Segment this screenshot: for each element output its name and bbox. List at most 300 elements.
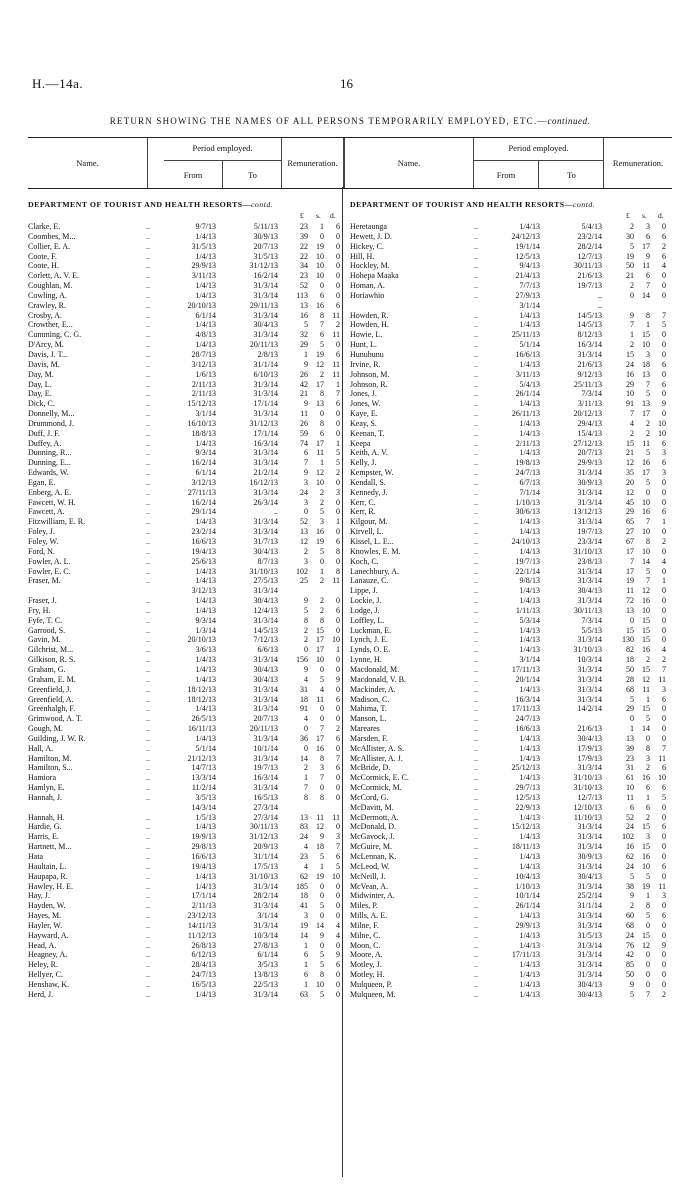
cell-pounds: 9 (304, 399, 308, 409)
cell-name: Fry, H. (28, 605, 51, 615)
cell-leader-dots: .. (146, 468, 150, 478)
cell-name: Hunt, L. (350, 340, 377, 350)
cell-pounds: 35 (626, 468, 634, 478)
cell-from-date: 25/6/13 (191, 556, 216, 566)
cell-shillings: 7 (646, 517, 650, 527)
left-department-heading (28, 200, 344, 209)
cell-pounds: 29 (626, 379, 634, 389)
cell-pounds: 2 (304, 763, 308, 773)
cell-from-date: 12/5/13 (515, 251, 540, 261)
cell-shillings: 6 (646, 271, 650, 281)
cell-to-date: 5/11/13 (253, 222, 278, 231)
cell-to-date: 29/4/13 (577, 418, 602, 428)
cell-name: Hayward, A. (28, 930, 69, 940)
cell-leader-dots: .. (474, 911, 478, 921)
cell-name: Kerr, R. (350, 507, 376, 517)
cell-shillings: 10 (642, 497, 650, 507)
cell-pence: 0 (662, 704, 666, 714)
right-column (350, 200, 672, 1000)
cell-pounds: 2 (304, 625, 308, 635)
cell-pence: 0 (662, 714, 666, 724)
cell-shillings: 0 (320, 714, 324, 724)
cell-pounds: 26 (300, 369, 308, 379)
cell-pounds: 6 (304, 448, 308, 458)
cell-from-date: 1/4/13 (519, 517, 540, 527)
cell-shillings: 0 (320, 231, 324, 241)
cell-leader-dots: .. (474, 359, 478, 369)
table-row (28, 340, 344, 350)
cell-leader-dots: .. (146, 792, 150, 802)
cell-leader-dots: .. (146, 399, 150, 409)
cell-from-date: 1/4/13 (519, 940, 540, 950)
cell-to-date: 29/9/13 (577, 458, 602, 468)
cell-name: Hardie, G. (28, 822, 62, 832)
cell-from-date: 1/4/13 (519, 911, 540, 921)
cell-shillings: 16 (316, 527, 324, 537)
table-row (28, 232, 344, 242)
cell-to-date: 28/2/14 (253, 891, 278, 901)
cell-shillings: 5 (646, 389, 650, 399)
cell-name: Garrood, S. (28, 625, 66, 635)
cell-to-date: 31/3/14 (253, 733, 278, 743)
cell-to-date: 23/3/14 (577, 537, 602, 546)
cell-from-date: 4/8/13 (195, 330, 216, 340)
cell-from-date: 3/12/13 (191, 586, 216, 596)
cell-leader-dots: .. (474, 418, 478, 428)
cell-from-date: 17/11/13 (511, 664, 540, 674)
cell-pence: 6 (336, 605, 340, 615)
cell-shillings: 11 (642, 684, 650, 694)
cell-pounds: 130 (622, 635, 634, 645)
table-row (28, 793, 344, 803)
cell-leader-dots: .. (146, 714, 150, 724)
cell-shillings: 10 (642, 861, 650, 871)
cell-name: Miles, P. (350, 901, 378, 911)
cell-pence: 4 (336, 920, 340, 930)
cell-pounds: 27 (626, 527, 634, 537)
cell-name: Horiawhio (350, 290, 385, 300)
table-row (28, 685, 344, 695)
return-title (0, 116, 700, 126)
table-row (350, 822, 672, 832)
cell-to-date: 27/8/13 (253, 940, 278, 950)
cell-from-date: 30/6/13 (515, 507, 540, 517)
cell-leader-dots: .. (474, 369, 478, 379)
cell-pounds: 7 (630, 409, 634, 419)
cell-shillings: 17 (642, 468, 650, 478)
cell-from-date: 28/4/13 (191, 960, 216, 970)
cell-leader-dots: .. (146, 842, 150, 852)
cell-pence: 0 (662, 330, 666, 340)
cell-to-date: 14/2/14 (577, 704, 602, 714)
cell-to-date: 17/9/13 (577, 753, 602, 763)
cell-name: Macdonald, M. (350, 664, 400, 674)
cell-name: Ford, N. (28, 546, 55, 556)
cell-pounds: 2 (630, 340, 634, 350)
cell-shillings: 17 (316, 379, 324, 389)
cell-to-date: 30/4/13 (577, 979, 602, 989)
cell-name: McDermott, A. (350, 812, 399, 822)
cell-from-date: 25/11/13 (511, 330, 540, 340)
cell-pence: 1 (336, 438, 340, 448)
cell-leader-dots: .. (474, 930, 478, 940)
cell-pence: 0 (662, 271, 666, 281)
table-row (28, 596, 344, 606)
cell-shillings: 15 (642, 635, 650, 645)
cell-pence: 11 (332, 330, 340, 340)
table-row (28, 754, 344, 764)
cell-pence: 0 (336, 625, 340, 635)
cell-leader-dots: .. (146, 664, 150, 674)
cell-pounds: 14 (300, 930, 308, 940)
cell-from-date: 3/5/13 (195, 792, 216, 802)
cell-name: McDavitt, M. (350, 802, 394, 812)
cell-shillings: 12 (316, 468, 324, 478)
table-row (350, 901, 672, 911)
cell-leader-dots: .. (474, 979, 478, 989)
cell-pounds: 14 (300, 753, 308, 763)
table-row (350, 557, 672, 567)
cell-pence: 0 (336, 556, 340, 566)
table-row (350, 370, 672, 380)
cell-to-date: 31/1/14 (253, 852, 278, 861)
cell-pounds: 185 (296, 881, 308, 891)
cell-pence: 6 (662, 251, 666, 261)
cell-from-date: 2/11/13 (191, 379, 216, 389)
cell-pence: 6 (336, 763, 340, 773)
cell-shillings: 16 (642, 773, 650, 783)
cell-leader-dots: .. (146, 605, 150, 615)
cell-from-date: 20/10/13 (187, 635, 216, 645)
cell-name: Hunuhunu (350, 349, 384, 359)
cell-pounds: 7 (304, 458, 308, 468)
cell-pence: 0 (662, 477, 666, 487)
table-row (28, 458, 344, 468)
cell-pounds: 23 (300, 852, 308, 861)
cell-pounds: 9 (630, 310, 634, 320)
cell-pounds: 1 (630, 330, 634, 340)
cell-name: Kennedy, J. (350, 487, 388, 497)
cell-pounds: 11 (626, 586, 634, 596)
cell-leader-dots: .. (474, 743, 478, 753)
cell-pounds: 0 (304, 724, 308, 734)
cell-from-date: 6/12/13 (191, 950, 216, 960)
cell-pence: 0 (662, 527, 666, 537)
cell-pence: 11 (332, 812, 340, 822)
cell-pounds: 13 (626, 605, 634, 615)
cell-to-date: 7/3/14 (581, 389, 602, 399)
cell-pounds: 19 (300, 920, 308, 930)
cell-name: Lynch, J. E. (350, 635, 388, 645)
cell-from-date: 19/4/13 (191, 861, 216, 871)
cell-shillings: 14 (642, 556, 650, 566)
cell-pence: 0 (662, 487, 666, 497)
cell-shillings: 9 (320, 832, 324, 842)
cell-pence: 9 (336, 674, 340, 684)
table-row (350, 872, 672, 882)
cell-pounds: 0 (630, 714, 634, 724)
cell-leader-dots: .. (474, 733, 478, 743)
cell-shillings: 2 (320, 596, 324, 606)
cell-leader-dots: .. (146, 970, 150, 980)
table-row (350, 882, 672, 892)
cell-pence: 0 (662, 222, 666, 231)
cell-from-date: 16/6/13 (191, 852, 216, 861)
cell-shillings: 4 (320, 684, 324, 694)
cell-from-date: 2/11/13 (191, 901, 216, 911)
cell-to-date: 16/3/14 (253, 773, 278, 783)
cell-leader-dots: .. (146, 655, 150, 665)
cell-from-date: 18/11/13 (511, 842, 540, 852)
cell-name: Mahima, T. (350, 704, 387, 714)
cell-from-date: 3/11/13 (191, 271, 216, 281)
cell-leader-dots: .. (146, 724, 150, 734)
cell-leader-dots: .. (146, 901, 150, 911)
cell-shillings: 8 (646, 743, 650, 753)
cell-shillings: 8 (646, 901, 650, 911)
cell-name: McLeod, W. (350, 861, 390, 871)
cell-pounds: 23 (626, 753, 634, 763)
cell-from-date: 1/4/13 (195, 576, 216, 586)
right-department-heading (350, 200, 672, 209)
cell-name: Greenfield, A. (28, 694, 74, 704)
cell-shillings: 1 (320, 861, 324, 871)
cell-from-date: 2/11/13 (191, 389, 216, 399)
cell-name: Hayler, W. (28, 920, 63, 930)
table-row (350, 399, 672, 409)
cell-pounds: 7 (630, 556, 634, 566)
cell-pounds: 24 (626, 861, 634, 871)
cell-pence: 4 (662, 645, 666, 655)
cell-shillings: 3 (646, 222, 650, 231)
cell-pounds: 16 (626, 369, 634, 379)
cell-leader-dots: .. (474, 989, 478, 999)
cell-name: Homan, A. (350, 281, 385, 291)
cell-shillings: 0 (320, 409, 324, 419)
cell-from-date: 3/6/13 (195, 645, 216, 655)
cell-name: Enberg, A. E. (28, 487, 72, 497)
cell-from-date: 17/11/13 (511, 950, 540, 960)
cell-leader-dots: .. (474, 251, 478, 261)
cell-leader-dots: .. (146, 359, 150, 369)
cell-pounds: 38 (626, 881, 634, 891)
cell-to-date: 31/3/14 (577, 950, 602, 960)
cell-from-date: 3/1/14 (195, 409, 216, 419)
return-title-text: RETURN SHOWING THE NAMES OF ALL PERSONS TEMPORARILY EMPLOYED, ETC.— (109, 116, 548, 126)
cell-pence: 3 (336, 487, 340, 497)
cell-shillings: 16 (642, 458, 650, 468)
cell-pence: 0 (336, 261, 340, 271)
cell-name: Herd, J. (28, 989, 54, 999)
cell-to-date: 12/4/13 (253, 605, 278, 615)
cell-shillings: 9 (646, 251, 650, 261)
cell-pounds: 5 (630, 871, 634, 881)
table-row (350, 803, 672, 813)
table-row (28, 507, 344, 517)
cell-leader-dots: .. (474, 527, 478, 537)
cell-shillings: 15 (642, 625, 650, 635)
cell-shillings: 12 (316, 359, 324, 369)
cell-from-date: 1/10/13 (515, 881, 540, 891)
cell-shillings: 17 (642, 409, 650, 419)
cell-shillings: 16 (316, 743, 324, 753)
cell-pence: 0 (662, 497, 666, 507)
cell-leader-dots: .. (146, 881, 150, 891)
cell-shillings: 13 (316, 399, 324, 409)
cell-pence: 6 (336, 399, 340, 409)
cell-from-date: 1/4/13 (519, 812, 540, 822)
cell-name: McBride, D. (350, 763, 391, 773)
cell-leader-dots: .. (146, 448, 150, 458)
table-row (28, 960, 344, 970)
cell-pounds: 34 (300, 261, 308, 271)
cell-name: McNeill, J. (350, 871, 386, 881)
table-row (350, 635, 672, 645)
cell-pounds: 13 (300, 300, 308, 310)
cell-to-date: 17/1/14 (253, 428, 278, 438)
cell-shillings: 15 (642, 615, 650, 625)
cell-leader-dots: .. (474, 468, 478, 478)
document-code: H.—14a. (32, 76, 84, 91)
cell-leader-dots: .. (474, 645, 478, 655)
cell-name: Graham, G. (28, 664, 66, 674)
cell-shillings: 15 (316, 625, 324, 635)
cell-from-date: 14/7/13 (191, 763, 216, 773)
cell-from-date: 1/4/13 (519, 448, 540, 458)
right-to-header (539, 160, 604, 188)
cell-pounds: 18 (626, 655, 634, 665)
table-row (350, 222, 672, 232)
right-rows (350, 222, 672, 1000)
cell-pence: 2 (662, 241, 666, 251)
cell-from-date: 29/9/13 (515, 920, 540, 930)
cell-from-date: 21/12/13 (187, 753, 216, 763)
cell-leader-dots: .. (474, 724, 478, 734)
cell-pence: 11 (658, 674, 666, 684)
cell-pounds: 30 (626, 231, 634, 241)
cell-name: Foley, W. (28, 537, 59, 546)
cell-pence: 3 (662, 684, 666, 694)
cell-to-date: 16/5/13 (253, 792, 278, 802)
cell-to-date: 31/1/14 (253, 359, 278, 369)
cell-pounds: 72 (626, 596, 634, 606)
left-dept-cont: contd. (250, 200, 274, 209)
cell-pounds: 17 (626, 546, 634, 556)
cell-shillings: 5 (320, 960, 324, 970)
cell-pounds: 0 (304, 645, 308, 655)
cell-to-date: 31/3/14 (577, 497, 602, 507)
cell-from-date: 1/4/13 (195, 989, 216, 999)
cell-to-date: 10/3/14 (253, 930, 278, 940)
cell-name: Hannah, H. (28, 812, 65, 822)
cell-pence: 4 (662, 261, 666, 271)
table-row (350, 360, 672, 370)
cell-name: Corlett, A. V. E. (28, 271, 80, 281)
cell-leader-dots: .. (146, 241, 150, 251)
left-name-label: Name. (76, 158, 99, 168)
right-to-label: To (567, 170, 576, 180)
cell-pence: 0 (336, 340, 340, 350)
cell-to-date: 31/10/13 (573, 645, 602, 655)
cell-pounds: 0 (630, 615, 634, 625)
cell-pounds: 9 (630, 891, 634, 901)
cell-pence: 6 (662, 694, 666, 704)
cell-pence: 0 (662, 950, 666, 960)
cell-pounds: 102 (296, 566, 308, 576)
cell-shillings: 2 (646, 655, 650, 665)
cell-leader-dots: .. (146, 300, 150, 310)
cell-from-date: 9/3/14 (195, 448, 216, 458)
cell-from-date: 9/8/13 (519, 576, 540, 586)
cell-pence: 2 (662, 655, 666, 665)
cell-shillings: 10 (316, 979, 324, 989)
cell-to-date: 30/4/13 (577, 871, 602, 881)
cell-pence: 4 (662, 556, 666, 566)
cell-name: Duffey, A. (28, 438, 62, 448)
table-row (350, 232, 672, 242)
cell-shillings: 8 (320, 310, 324, 320)
table-row (350, 291, 672, 301)
cell-pounds: 7 (304, 783, 308, 793)
cell-to-date: 20/7/13 (253, 241, 278, 251)
cell-shillings: 11 (316, 448, 324, 458)
cell-shillings: 6 (646, 802, 650, 812)
cell-shillings: 3 (646, 349, 650, 359)
cell-leader-dots: .. (474, 664, 478, 674)
cell-to-date: 31/3/14 (253, 586, 278, 596)
right-remuneration-header (604, 138, 672, 188)
cell-leader-dots: .. (474, 517, 478, 527)
cell-pounds: 21 (626, 448, 634, 458)
cell-name: Fowler, A. L. (28, 556, 71, 566)
table-row (28, 429, 344, 439)
cell-pounds: 29 (626, 507, 634, 517)
cell-leader-dots: .. (146, 261, 150, 271)
cell-pounds: 3 (304, 477, 308, 487)
table-row (350, 773, 672, 783)
cell-pounds: 65 (626, 517, 634, 527)
table-row (28, 439, 344, 449)
cell-leader-dots: .. (146, 290, 150, 300)
cell-to-date: 10/1/14 (253, 743, 278, 753)
cell-from-date: 1/4/13 (195, 596, 216, 606)
table-row (28, 498, 344, 508)
cell-leader-dots: .. (474, 399, 478, 409)
cell-pence: 7 (336, 842, 340, 852)
cell-leader-dots: .. (474, 940, 478, 950)
cell-from-date: 18/8/13 (191, 428, 216, 438)
cell-pounds: 2 (304, 635, 308, 645)
cell-shillings: 15 (642, 704, 650, 714)
cell-pence: 0 (662, 842, 666, 852)
cell-leader-dots: .. (474, 970, 478, 980)
cell-shillings: 0 (646, 979, 650, 989)
cell-from-date: 7/1/14 (519, 487, 540, 497)
cell-pounds: 24 (626, 359, 634, 369)
cell-pounds: 1 (304, 940, 308, 950)
cell-from-date: 19/8/13 (515, 458, 540, 468)
cell-to-date: 21/6/13 (577, 271, 602, 281)
cell-to-date: 16/12/13 (249, 477, 278, 487)
cell-name: Harris, E. (28, 832, 59, 842)
table-row (350, 488, 672, 498)
table-row (28, 931, 344, 941)
cell-pence: 0 (662, 409, 666, 419)
cell-to-date: 31/3/14 (577, 684, 602, 694)
cell-pence: 0 (662, 546, 666, 556)
cell-from-date: 29/8/13 (191, 842, 216, 852)
cell-to-date: 31/3/14 (253, 290, 278, 300)
